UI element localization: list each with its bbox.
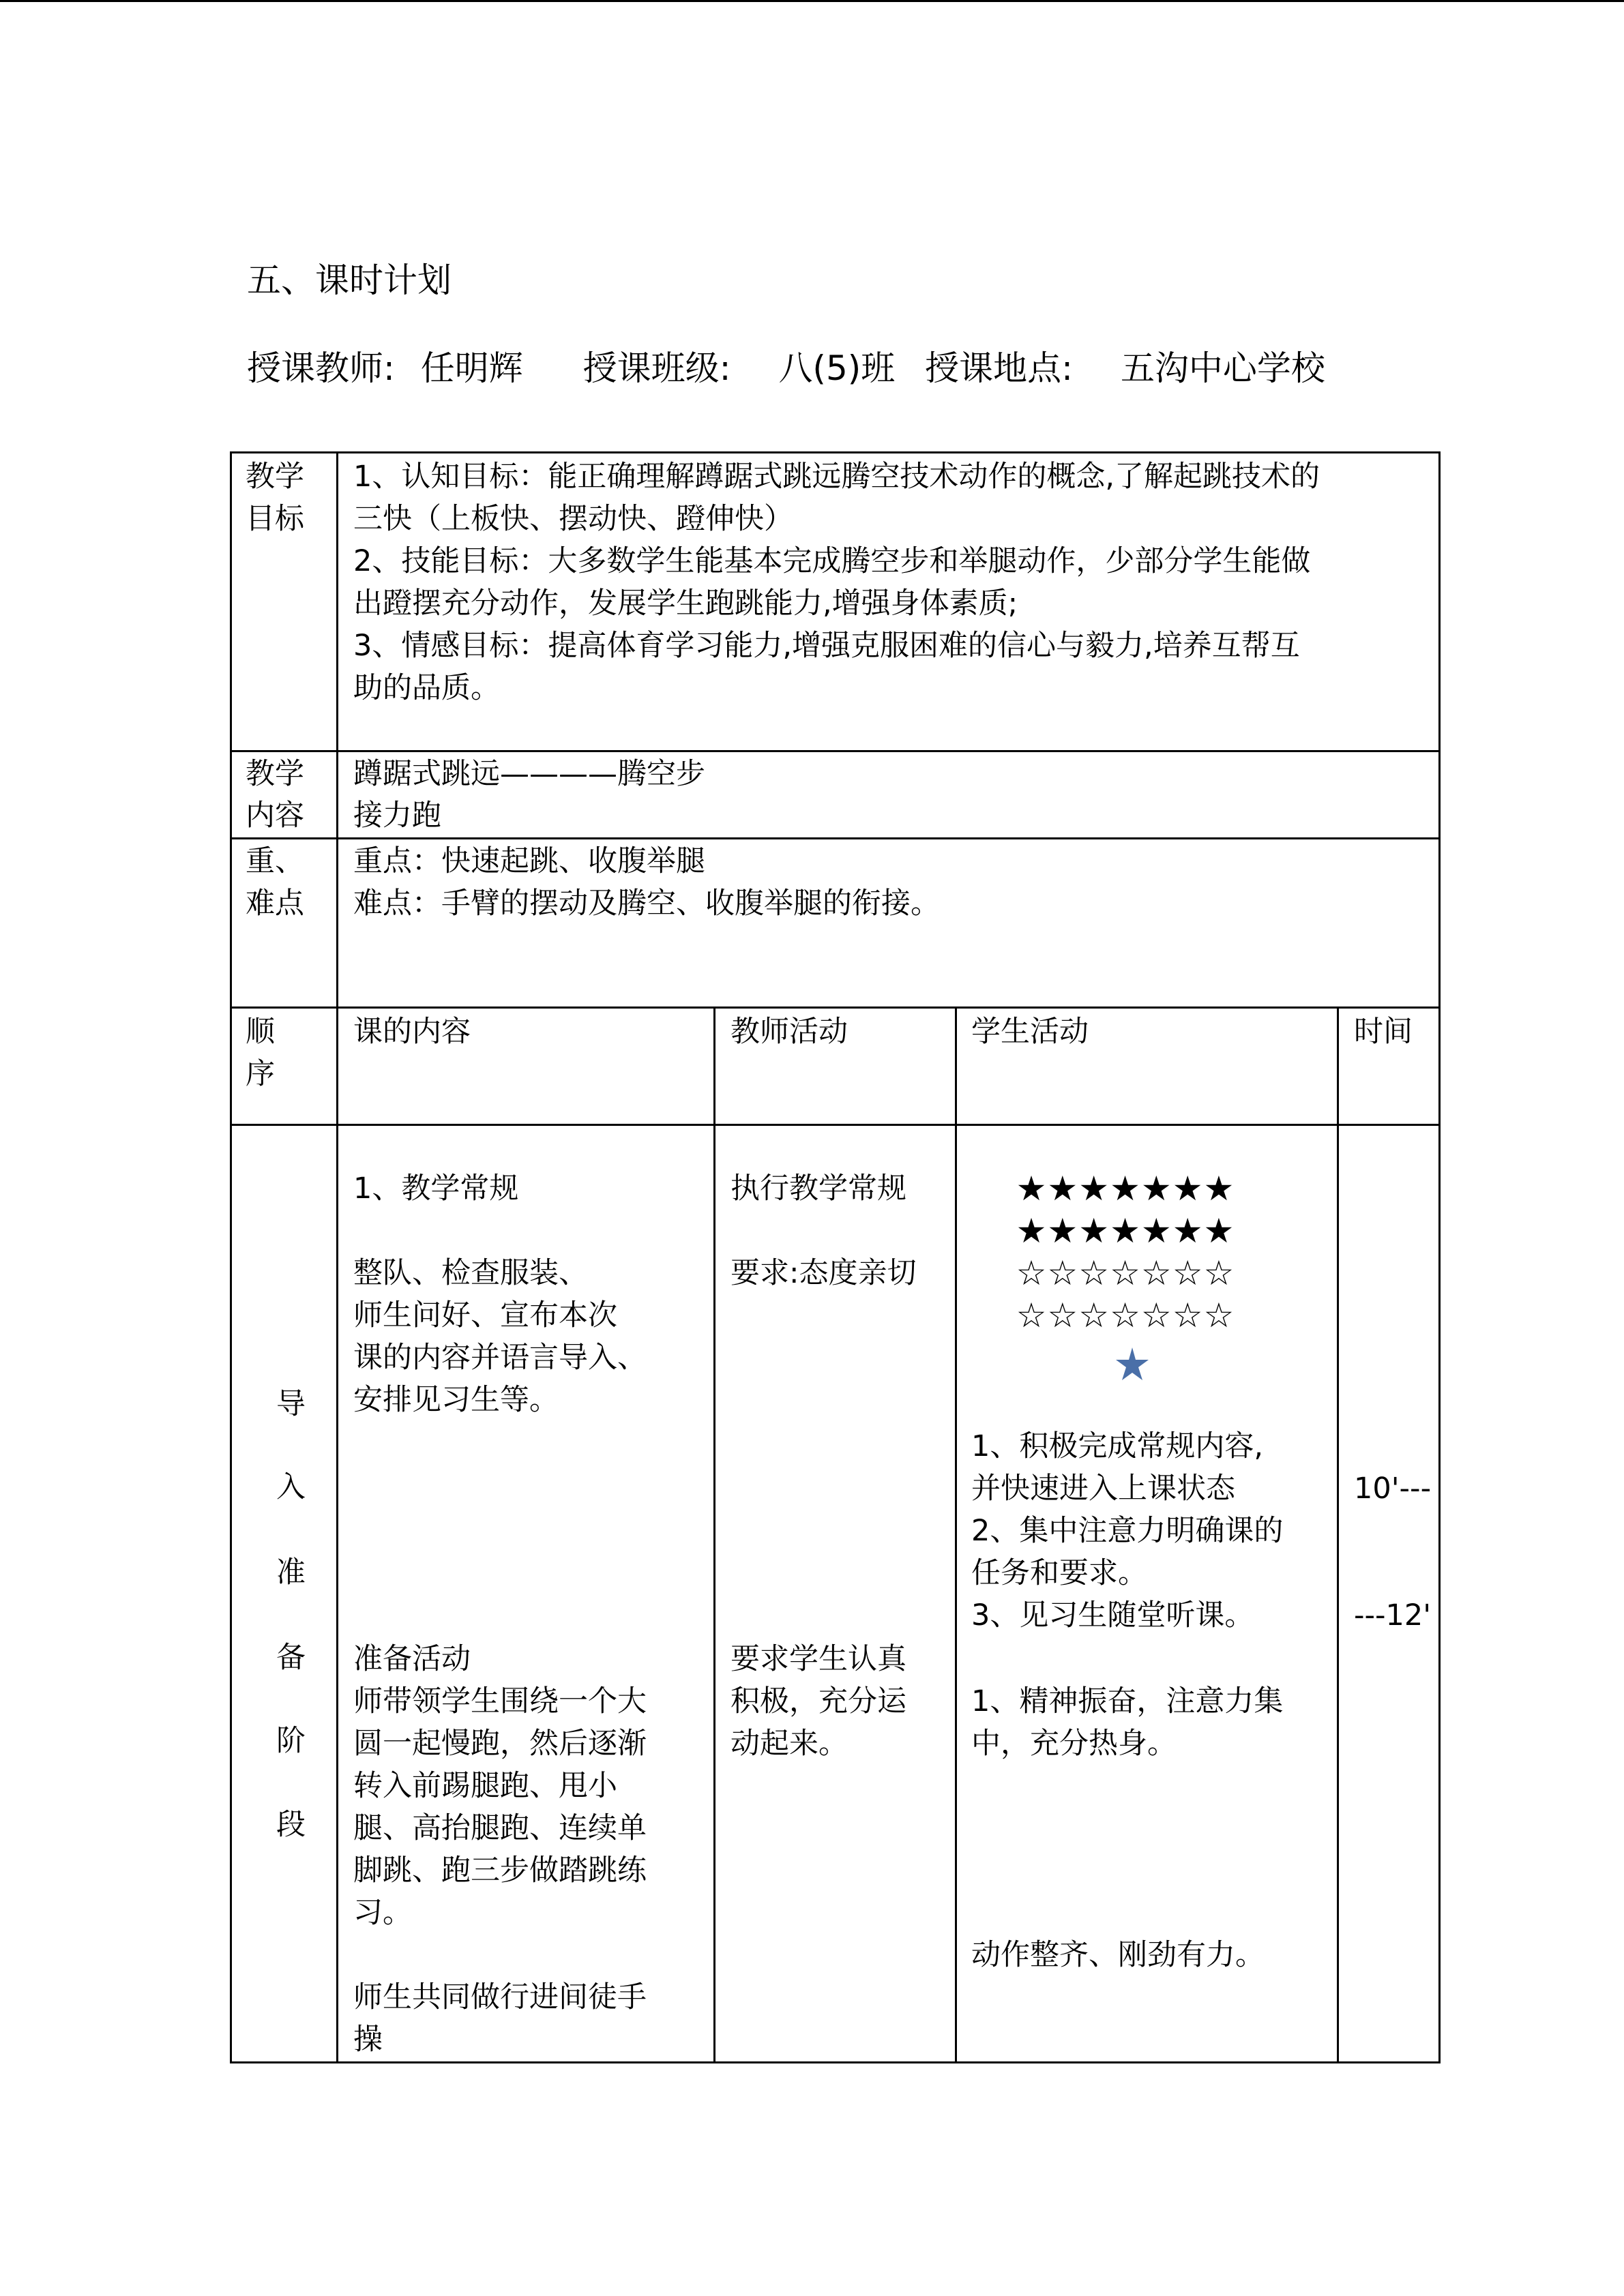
student-activity-line: 中，充分热身。 xyxy=(971,1727,1177,1761)
place-label: 授课地点: xyxy=(925,348,1074,388)
student-activity-line: 任务和要求。 xyxy=(971,1556,1147,1590)
lesson-line: 师生问好、宣布本次 xyxy=(353,1298,617,1332)
content-line: 接力跑 xyxy=(353,799,441,833)
teacher-activity-line: 要求:态度亲切 xyxy=(730,1256,917,1290)
stage-char: 准 xyxy=(276,1555,306,1590)
header-order-2: 序 xyxy=(246,1057,275,1091)
column-divider xyxy=(955,1007,957,2063)
objective-line: 出蹬摆充分动作，发展学生跑跳能力,增强身体素质; xyxy=(353,586,1018,621)
column-divider xyxy=(713,1007,715,2063)
row-divider xyxy=(230,750,1441,752)
header-student: 学生活动 xyxy=(971,1015,1089,1049)
teacher-activity-line: 要求学生认真 xyxy=(730,1642,906,1676)
row-divider xyxy=(230,1124,1441,1126)
keypoint-line: 难点：手臂的摆动及腾空、收腹举腿的衔接。 xyxy=(353,886,940,921)
teacher-activity-line: 动起来。 xyxy=(730,1727,848,1761)
content-label-1: 教学 xyxy=(246,757,304,791)
header-time: 时间 xyxy=(1354,1015,1413,1049)
formation-stars-outline: ☆☆☆☆☆☆☆ xyxy=(1016,1296,1235,1335)
class-name: 八(5)班 xyxy=(778,348,896,388)
lesson-line: 师带领学生围绕一个大 xyxy=(353,1684,647,1718)
info-line xyxy=(247,341,1325,396)
teacher-position-star-icon xyxy=(1112,1343,1153,1384)
lesson-line: 操 xyxy=(353,2023,383,2057)
objective-line: 1、认知目标：能正确理解蹲踞式跳远腾空技术动作的概念,了解起跳技术的 xyxy=(353,460,1320,494)
header-teacher: 教师活动 xyxy=(730,1015,848,1049)
lesson-line: 课的内容并语言导入、 xyxy=(353,1341,647,1375)
objective-line: 2、技能目标：大多数学生能基本完成腾空步和举腿动作，少部分学生能做 xyxy=(353,544,1311,578)
objective-line: 助的品质。 xyxy=(353,671,500,705)
student-activity-line: 1、积极完成常规内容, xyxy=(971,1429,1264,1463)
table-border-bottom xyxy=(230,2061,1441,2063)
teacher-activity-line: 积极，充分运 xyxy=(730,1684,906,1718)
page-top-border xyxy=(0,0,1624,2)
student-activity-line: 动作整齐、刚劲有力。 xyxy=(971,1938,1265,1972)
row-divider xyxy=(230,837,1441,839)
page-title: 五、课时计划 xyxy=(247,260,452,300)
student-activity-line: 1、精神振奋，注意力集 xyxy=(971,1684,1284,1718)
table-border-top xyxy=(230,451,1441,453)
lesson-line: 师生共同做行进间徒手 xyxy=(353,1980,647,2014)
student-activity-line: 3、见习生随堂听课。 xyxy=(971,1598,1254,1632)
lesson-line: 习。 xyxy=(353,1896,412,1930)
teacher-name: 任明辉 xyxy=(420,348,523,388)
table-border-left xyxy=(230,451,232,2063)
column-divider xyxy=(336,451,338,2063)
objective-line: 3、情感目标：提高体育学习能力,增强克服困难的信心与毅力,培养互帮互 xyxy=(353,629,1300,663)
time-start: 10'--- xyxy=(1354,1472,1432,1506)
stage-char: 段 xyxy=(276,1808,306,1842)
teacher-activity-line: 执行教学常规 xyxy=(730,1172,906,1206)
keypoints-label-2: 难点 xyxy=(246,886,304,921)
objectives-label-1: 教学 xyxy=(246,460,304,494)
lesson-line: 准备活动 xyxy=(353,1642,471,1676)
lesson-line: 整队、检查服装、 xyxy=(353,1256,588,1290)
header-order-1: 顺 xyxy=(246,1015,275,1049)
stage-char: 导 xyxy=(276,1387,306,1421)
keypoints-label-1: 重、 xyxy=(246,844,304,878)
table-border-right xyxy=(1438,451,1441,2063)
time-end: ---12' xyxy=(1354,1598,1432,1632)
teacher-label: 授课教师: xyxy=(247,348,395,388)
header-content: 课的内容 xyxy=(353,1015,471,1049)
student-activity-line: 2、集中注意力明确课的 xyxy=(971,1514,1284,1548)
lesson-line: 1、教学常规 xyxy=(353,1172,519,1206)
lesson-line: 安排见习生等。 xyxy=(353,1383,559,1417)
place-name: 五沟中心学校 xyxy=(1120,348,1325,388)
lesson-line: 转入前踢腿跑、甩小 xyxy=(353,1769,617,1803)
stage-char: 备 xyxy=(276,1641,306,1675)
objective-line: 三快（上板快、摆动快、蹬伸快） xyxy=(353,502,793,536)
stage-char: 阶 xyxy=(276,1724,306,1758)
lesson-line: 圆一起慢跑，然后逐渐 xyxy=(353,1727,647,1761)
formation-stars-filled: ★★★★★★★ xyxy=(1016,1211,1235,1251)
student-activity-line: 并快速进入上课状态 xyxy=(971,1472,1235,1506)
content-label-2: 内容 xyxy=(246,799,304,833)
column-divider xyxy=(1337,1007,1339,2063)
formation-stars-filled: ★★★★★★★ xyxy=(1016,1169,1235,1208)
class-label: 授课班级: xyxy=(582,348,731,388)
stage-char: 入 xyxy=(276,1470,306,1504)
lesson-line: 腿、高抬腿跑、连续单 xyxy=(353,1811,647,1845)
lesson-line: 脚跳、跑三步做踏跳练 xyxy=(353,1853,647,1888)
formation-stars-outline: ☆☆☆☆☆☆☆ xyxy=(1016,1253,1235,1293)
objectives-label-2: 目标 xyxy=(246,502,304,536)
keypoint-line: 重点：快速起跳、收腹举腿 xyxy=(353,844,705,878)
content-line: 蹲踞式跳远————腾空步 xyxy=(353,757,705,791)
row-divider xyxy=(230,1007,1441,1009)
